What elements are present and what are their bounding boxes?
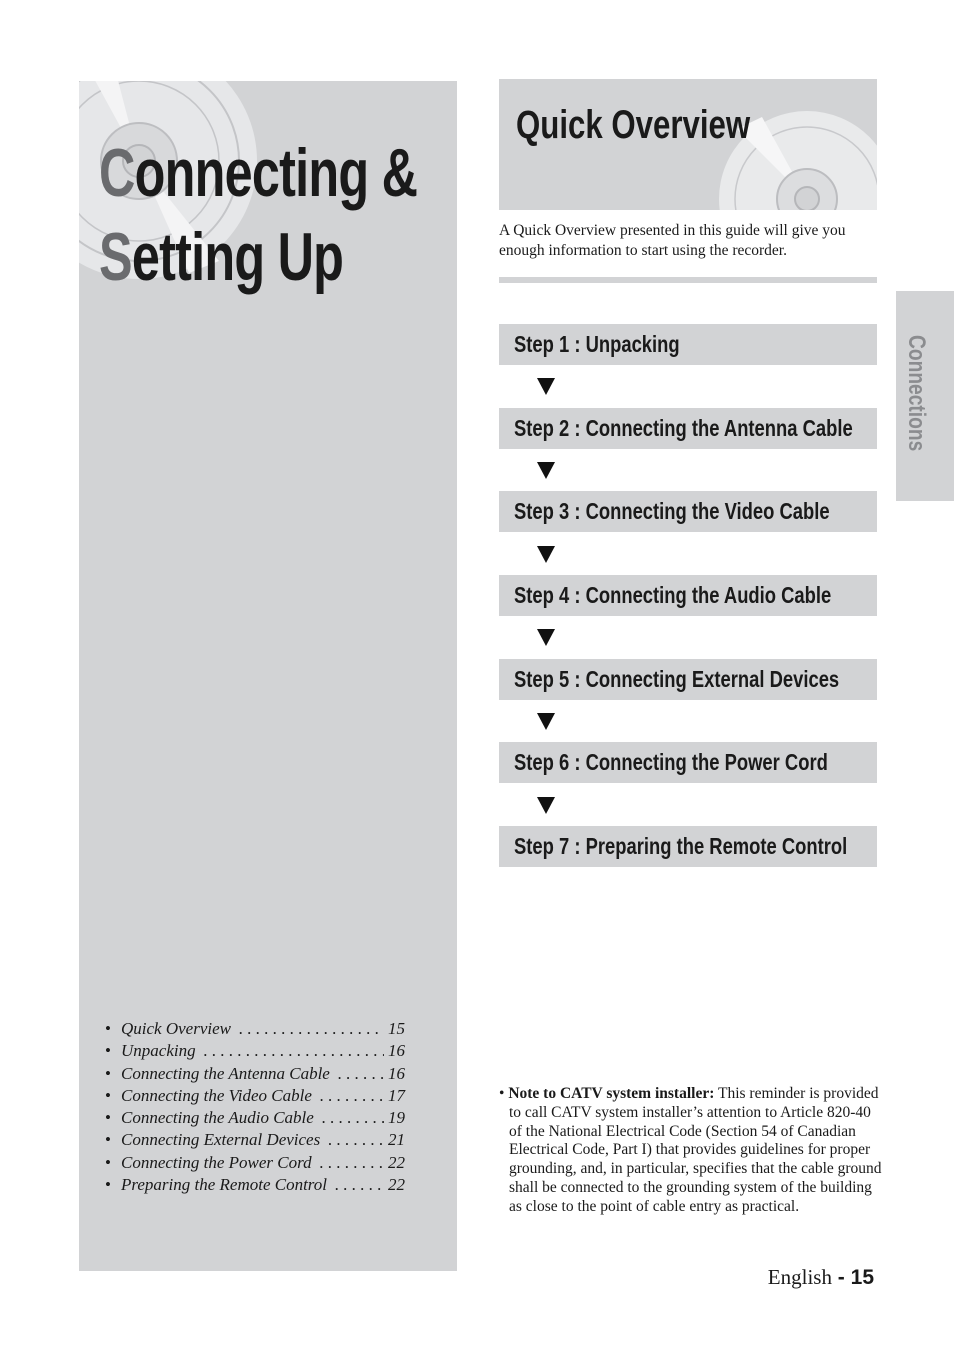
- page-number: 15: [850, 1266, 874, 1289]
- down-triangle-icon: [537, 797, 555, 814]
- toc-item[interactable]: • Connecting the Video Cable . . . 17: [105, 1086, 405, 1108]
- toc-page: 19: [388, 1108, 405, 1128]
- toc-label: Preparing the Remote Control: [121, 1175, 328, 1195]
- page-footer: [768, 1265, 874, 1290]
- step-label: Step 6 : Connecting the Power Cord: [514, 749, 828, 775]
- toc-item[interactable]: • Unpacking . . . 16: [105, 1041, 405, 1063]
- step-label: Step 4 : Connecting the Audio Cable: [514, 582, 832, 608]
- title-initial-s: S: [99, 219, 132, 295]
- step-2: [499, 408, 877, 449]
- toc-label: Quick Overview: [121, 1019, 231, 1038]
- down-triangle-icon: [537, 546, 555, 563]
- chapter-panel: [79, 81, 457, 1271]
- toc-leader: [320, 1153, 384, 1173]
- toc-label: Connecting the Audio Cable: [121, 1108, 314, 1128]
- note-body: This reminder is provided to call CATV system installer’s attention to Article 820-40 of the National Electrical Code (Section 54 of Canadian Electrical Code, Part I) that provides guidelines for proper grounding, and, in particular, specifies that the cable ground shall be connected to the grounding system of the building as close to the point of cable entry as practical.: [509, 1085, 882, 1215]
- step-7: [499, 826, 877, 867]
- side-tab-connections[interactable]: [896, 291, 954, 501]
- toc-leader: [338, 1064, 384, 1084]
- toc-item[interactable]: • Connecting the Power Cord . . . 22: [105, 1153, 405, 1175]
- toc-page: 17: [388, 1085, 405, 1105]
- installer-note: [499, 1085, 883, 1217]
- side-tab-label: Connections: [903, 335, 930, 452]
- toc-label: Connecting the Antenna Cable: [121, 1063, 330, 1083]
- chapter-title: [99, 131, 457, 299]
- step-label: Step 7 : Preparing the Remote Control: [514, 833, 848, 859]
- toc-label: Connecting External Devices: [121, 1130, 321, 1150]
- footer-language: English: [767, 1265, 832, 1289]
- toc-leader: [239, 1019, 384, 1039]
- toc-leader: [328, 1130, 384, 1150]
- toc-item[interactable]: • Connecting the Audio Cable . . . 19: [105, 1108, 405, 1130]
- toc-item[interactable]: • Preparing the Remote Control . . . 22: [105, 1175, 405, 1197]
- toc-page: 21: [388, 1130, 405, 1150]
- toc-page: 22: [388, 1152, 405, 1172]
- step-4: [499, 575, 877, 616]
- section-header: [499, 79, 877, 210]
- toc-leader: [335, 1175, 384, 1195]
- chapter-contents: [105, 1019, 405, 1197]
- title-line-2: etting Up: [131, 219, 344, 295]
- toc-item[interactable]: • Connecting External Devices . . . 21: [105, 1130, 405, 1152]
- toc-item[interactable]: • Connecting the Antenna Cable . . . 16: [105, 1064, 405, 1086]
- toc-label: Connecting the Power Cord: [121, 1152, 312, 1172]
- step-1: [499, 324, 877, 365]
- title-line-1: onnecting &: [134, 135, 418, 211]
- step-label: Step 3 : Connecting the Video Cable: [514, 498, 830, 524]
- toc-page: 16: [388, 1063, 405, 1083]
- step-6: [499, 742, 877, 783]
- toc-leader: [204, 1041, 384, 1061]
- down-triangle-icon: [537, 462, 555, 479]
- step-label: Step 2 : Connecting the Antenna Cable: [514, 415, 853, 441]
- step-5: [499, 659, 877, 700]
- toc-leader: [322, 1108, 384, 1128]
- step-3: [499, 491, 877, 532]
- title-initial-c: C: [99, 135, 135, 211]
- toc-page: 16: [388, 1041, 405, 1061]
- footer-separator: -: [831, 1266, 851, 1289]
- toc-page: 22: [388, 1175, 405, 1195]
- step-label: Step 1 : Unpacking: [514, 331, 680, 357]
- down-triangle-icon: [537, 629, 555, 646]
- note-heading: Note to CATV system installer:: [508, 1085, 715, 1102]
- section-intro: A Quick Overview presented in this guide will give you enough information to start using the recorder.: [499, 222, 846, 259]
- toc-label: Connecting the Video Cable: [121, 1085, 312, 1105]
- down-triangle-icon: [537, 378, 555, 395]
- divider: [499, 277, 877, 283]
- toc-page: 15: [388, 1019, 405, 1038]
- step-label: Step 5 : Connecting External Devices: [514, 666, 840, 692]
- note-bullet: •: [499, 1085, 505, 1102]
- section-title: Quick Overview: [516, 103, 751, 147]
- down-triangle-icon: [537, 713, 555, 730]
- toc-label: Unpacking: [121, 1041, 196, 1061]
- toc-item[interactable]: • Quick Overview . . . 15: [105, 1019, 405, 1041]
- toc-leader: [320, 1086, 384, 1106]
